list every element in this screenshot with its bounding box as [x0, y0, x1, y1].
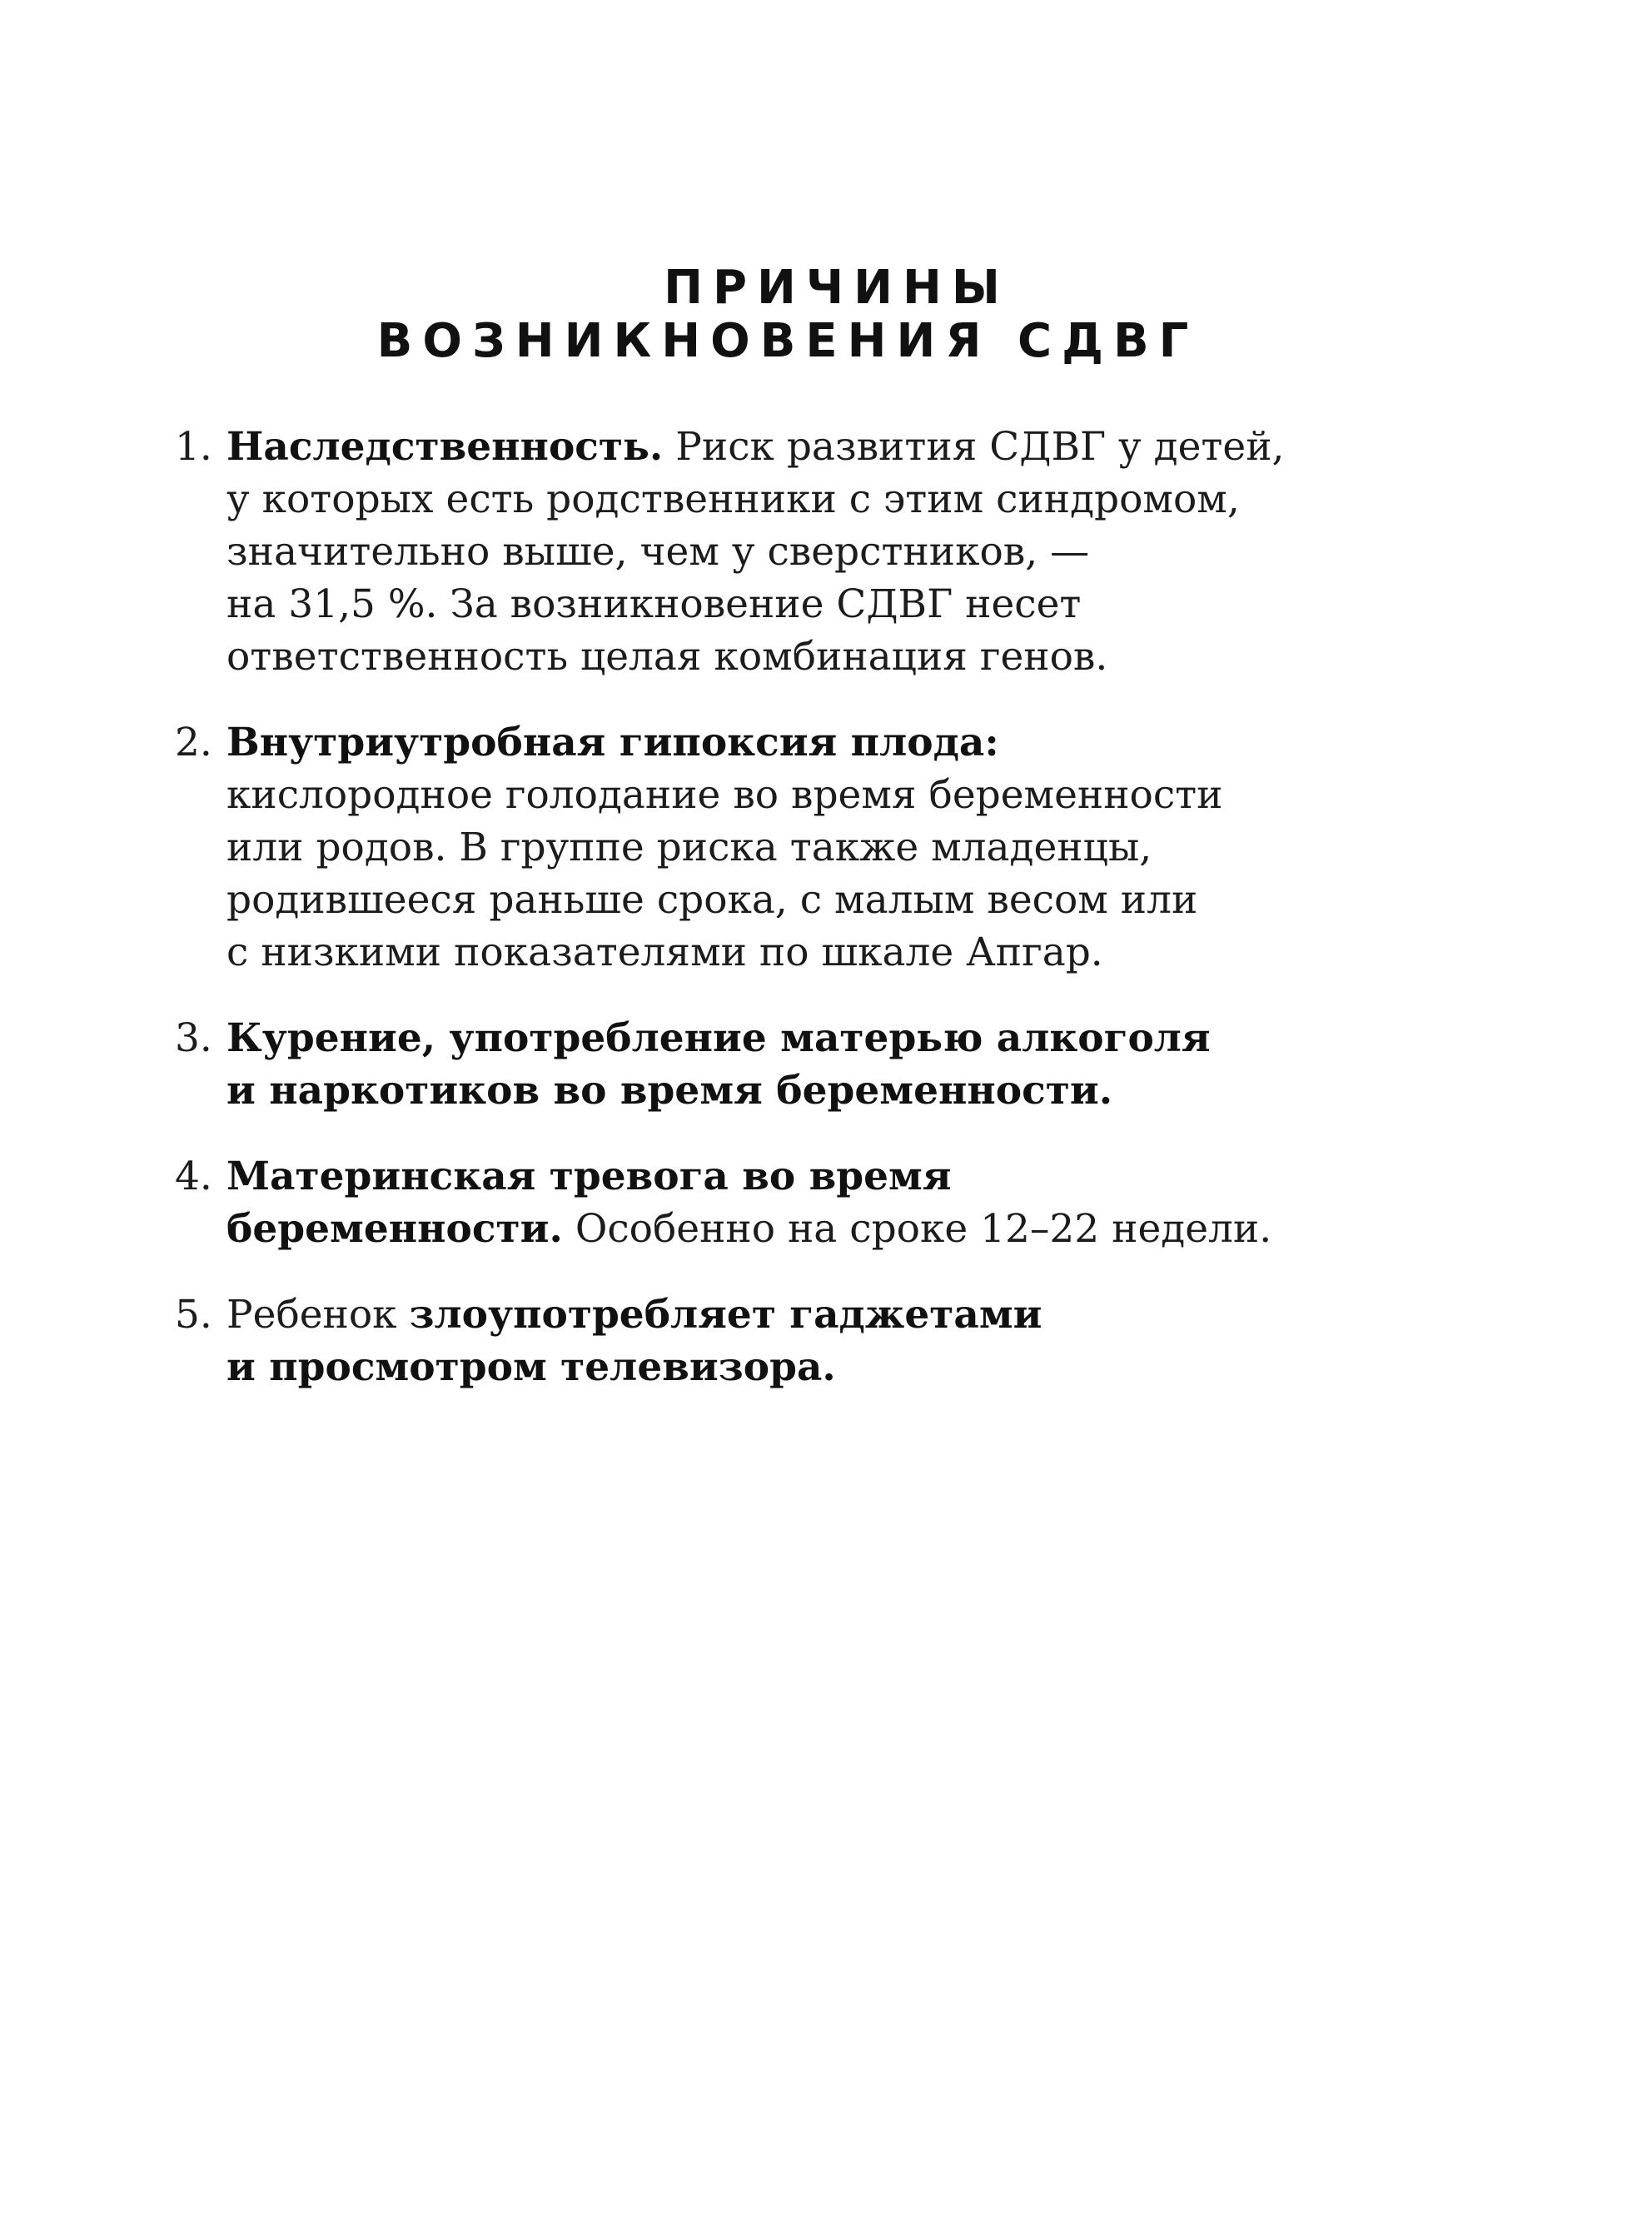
item-text: Риск развития СДВГ у детей, — [663, 424, 1285, 470]
list-item-maternal-anxiety — [175, 1150, 1382, 1255]
item-line: или родов. В группе риска также младенцы, — [226, 825, 1152, 870]
item-bold-line: Материнская тревога во время — [226, 1154, 952, 1199]
item-number: 4. — [175, 1154, 212, 1199]
title-line-1: ПРИЧИНЫ — [664, 260, 1010, 315]
page-title — [0, 262, 1652, 368]
item-bold-text: злоупотребляет гаджетами — [409, 1292, 1042, 1338]
item-line: с низкими показателями по шкале Апгар. — [226, 930, 1103, 975]
item-bold-lead: Наследственность. — [226, 424, 664, 470]
item-number: 1. — [175, 424, 212, 470]
item-text: Особенно на сроке 12–22 недели. — [562, 1206, 1272, 1252]
item-line: кислородное голодание во время беременности — [226, 772, 1223, 818]
list-item-heredity — [175, 421, 1382, 683]
item-number: 5. — [175, 1292, 212, 1338]
item-number: 2. — [175, 720, 212, 765]
item-line: значительно выше, чем у сверстников, — — [226, 529, 1090, 575]
item-bold-line: и просмотром телевизора. — [226, 1344, 836, 1390]
item-line: на 31,5 %. За возникновение СДВГ несет — [226, 581, 1082, 627]
item-line — [226, 1203, 1382, 1255]
item-line: родившееся раньше срока, с малым весом или — [226, 877, 1198, 923]
list-item-smoking — [175, 1012, 1382, 1117]
item-line: ответственность целая комбинация генов. — [226, 634, 1108, 680]
list-item-hypoxia — [175, 716, 1382, 979]
item-line: у которых есть родственники с этим синдромом, — [226, 476, 1240, 522]
item-number: 3. — [175, 1015, 212, 1061]
item-bold-lead: Внутриутробная гипоксия плода: — [226, 720, 999, 765]
causes-list — [175, 421, 1382, 1427]
item-line — [226, 1288, 1382, 1341]
item-bold-line: Курение, употребление матерью алкоголя — [226, 1015, 1211, 1061]
item-bold-line: и наркотиков во время беременности. — [226, 1068, 1113, 1114]
item-bold-lead: беременности. — [226, 1206, 563, 1252]
item-line — [226, 421, 1382, 473]
list-item-gadgets — [175, 1288, 1382, 1393]
title-line-2: ВОЗНИКНОВЕНИЯ СДВГ — [376, 313, 1199, 368]
item-text: Ребенок — [226, 1292, 410, 1338]
